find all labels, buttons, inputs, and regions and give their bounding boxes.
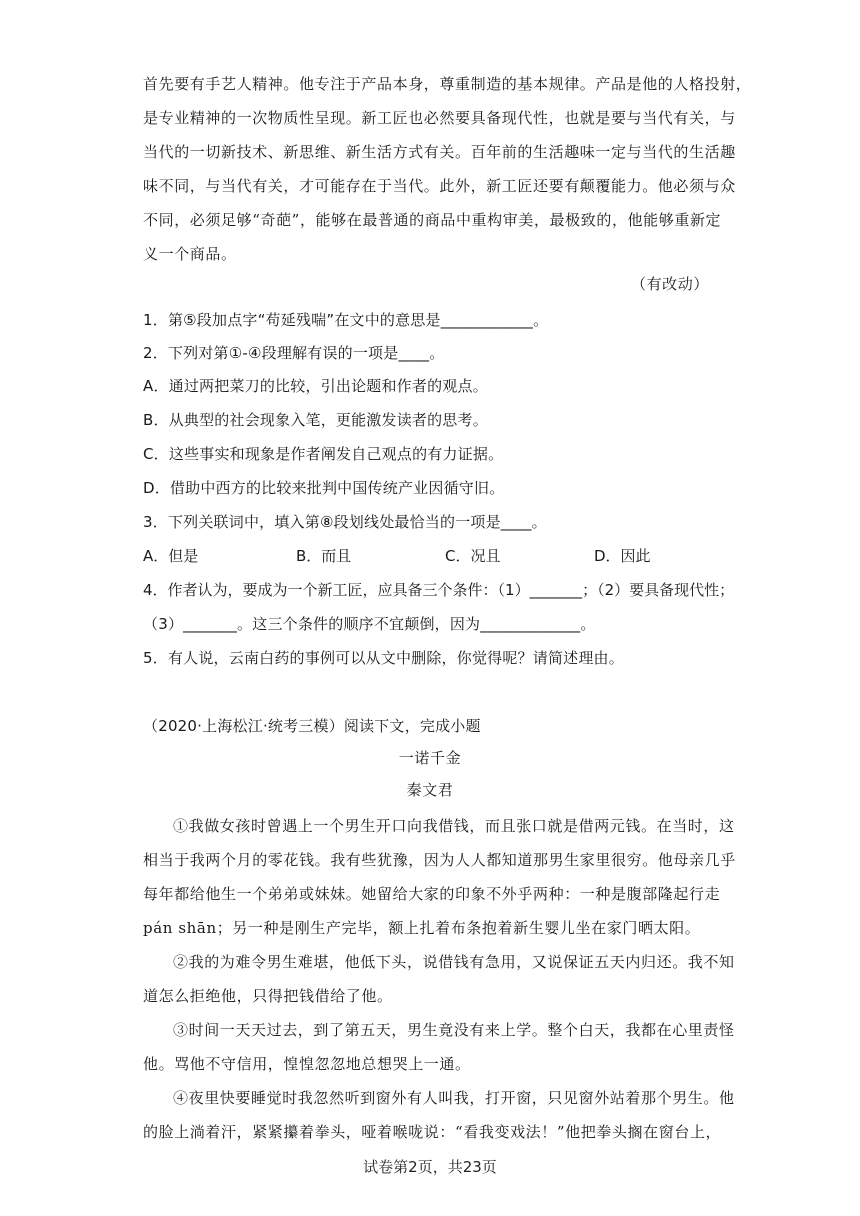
question-1: 1．第⑤段加点字“苟延残喘”在文中的意思是____________。 bbox=[143, 311, 549, 329]
question-3-option-d: D．因此 bbox=[594, 547, 651, 565]
passage-line: 首先要有手艺人精神。他专注于产品本身，尊重制造的基本规律。产品是他的人格投射， bbox=[143, 75, 752, 93]
article-line: 道怎么拒绝他，只得把钱借给了他。 bbox=[143, 987, 393, 1005]
question-2-option-b: B．从典型的社会现象入笔，更能激发读者的思考。 bbox=[143, 411, 488, 429]
article-line: ①我做女孩时曾遇上一个男生开口向我借钱，而且张口就是借两元钱。在当时，这 bbox=[173, 817, 735, 835]
article-line: 每年都给他生一个弟弟或妹妹。她留给大家的印象不外乎两种：一种是腹部隆起行走 bbox=[143, 885, 721, 903]
passage-line: 味不同，与当代有关，才可能存在于当代。此外，新工匠还要有颠覆能力。他必须与众 bbox=[143, 177, 736, 195]
article-line: 相当于我两个月的零花钱。我有些犹豫，因为人人都知道那男生家里很穷。他母亲几乎 bbox=[143, 851, 736, 869]
passage-line: 当代的一切新技术、新思维、新生活方式有关。百年前的生活趣味一定与当代的生活趣 bbox=[143, 143, 736, 161]
question-5: 5．有人说，云南白药的事例可以从文中删除，你觉得呢？请简述理由。 bbox=[143, 649, 624, 667]
article-line: 他。骂他不守信用，惶惶忽忽地总想哭上一通。 bbox=[143, 1055, 471, 1073]
question-3-option-b: B．而且 bbox=[296, 547, 352, 565]
passage-line: 义一个商品。 bbox=[143, 245, 237, 263]
article-line: ②我的为难令男生难堪，他低下头，说借钱有急用，又说保证五天内归还。我不知 bbox=[173, 953, 735, 971]
question-3-option-a: A．但是 bbox=[143, 547, 199, 565]
question-2: 2．下列对第①-④段理解有误的一项是____。 bbox=[143, 344, 445, 362]
article-line: ④夜里快要睡觉时我忽然听到窗外有人叫我，打开窗，只见窗外站着那个男生。他 bbox=[173, 1089, 735, 1107]
article-line: pán shān；另一种是刚生产完毕，额上扎着布条抱着新生婴儿坐在家门晒太阳。 bbox=[143, 919, 701, 937]
source-note: （有改动） bbox=[630, 275, 709, 293]
section-intro: （2020·上海松江·统考三模）阅读下文，完成小题 bbox=[143, 717, 481, 735]
question-4-line-1: 4．作者认为，要成为一个新工匠，应具备三个条件：（1）_______；（2）要具备现代性； bbox=[143, 581, 735, 599]
question-4-line-2: （3）_______。这三个条件的顺序不宜颠倒，因为_____________。 bbox=[143, 615, 596, 633]
passage-line: 不同，必须足够“奇葩”，能够在最普通的商品中重构审美，最极致的，他能够重新定 bbox=[143, 211, 722, 229]
passage-line: 是专业精神的一次物质性呈现。新工匠也必然要具备现代性，也就是要与当代有关，与 bbox=[143, 109, 736, 127]
article-line: ③时间一天天过去，到了第五天，男生竟没有来上学。整个白天，我都在心里责怪 bbox=[173, 1021, 735, 1039]
page-footer: 试卷第2页，共23页 bbox=[363, 1158, 497, 1176]
question-2-option-c: C．这些事实和现象是作者阐发自己观点的有力证据。 bbox=[143, 445, 504, 463]
question-3-option-c: C．况且 bbox=[445, 547, 501, 565]
question-3: 3．下列关联词中，填入第⑧段划线处最恰当的一项是____。 bbox=[143, 513, 547, 531]
question-2-option-d: D．借助中西方的比较来批判中国传统产业因循守旧。 bbox=[143, 479, 505, 497]
article-title: 一诺千金 bbox=[398, 749, 462, 767]
article-author: 秦文君 bbox=[406, 781, 454, 799]
article-line: 的脸上淌着汗，紧紧攥着拳头，哑着喉咙说：“看我变戏法！”他把拳头搁在窗台上， bbox=[143, 1123, 722, 1141]
question-2-option-a: A．通过两把菜刀的比较，引出论题和作者的观点。 bbox=[143, 377, 488, 395]
